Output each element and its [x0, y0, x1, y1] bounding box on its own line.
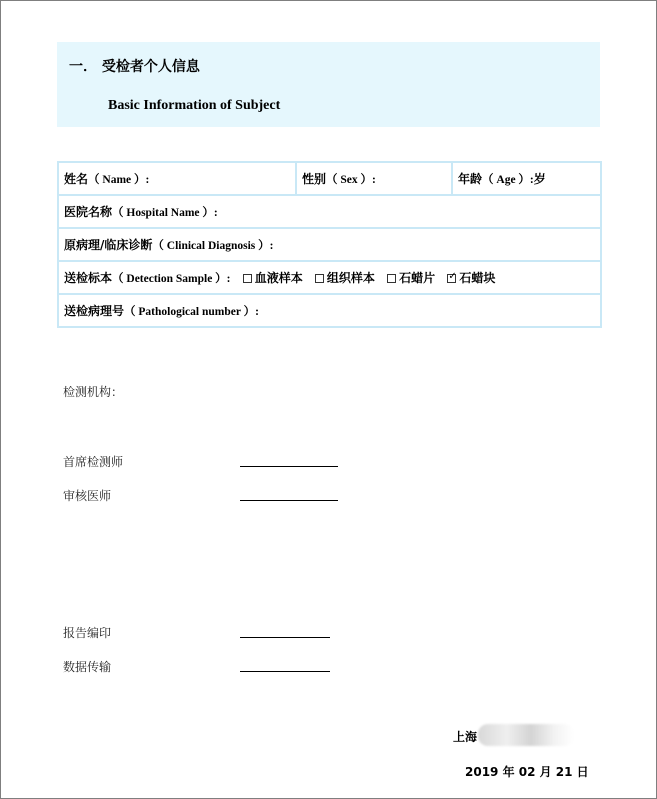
checkbox-icon[interactable] [387, 274, 396, 283]
sample-option-label: 石蜡片 [399, 271, 436, 285]
sex-label-en: （ Sex ）: [326, 174, 376, 186]
section-title: 一． 受检者个人信息 [69, 59, 200, 75]
sex-label-cn: 性别 [302, 172, 327, 186]
chief-tester-label: 首席检测师 [63, 455, 124, 469]
section-header-band [57, 42, 600, 127]
age-label-en: （ Age ）: [482, 174, 534, 186]
age-cell[interactable] [452, 162, 601, 195]
institution-label: 检测机构： [63, 385, 124, 399]
pathology-cell[interactable] [58, 294, 601, 327]
hospital-label-en: （ Hospital Name ）: [112, 207, 218, 219]
report-print-signature-line[interactable] [240, 637, 330, 638]
sample-option-paraffin-block[interactable] [447, 271, 495, 285]
name-label-en: （ Name ）: [88, 174, 150, 186]
table-row [58, 195, 601, 228]
redaction-blur [478, 724, 574, 746]
sample-option-label: 组织样本 [326, 271, 375, 285]
name-label-cn: 姓名 [64, 172, 89, 186]
sample-option-paraffin-slide[interactable] [387, 271, 435, 285]
diagnosis-label-en: （ Clinical Diagnosis ）: [152, 240, 274, 252]
hospital-cell[interactable] [58, 195, 601, 228]
chief-tester-signature-line[interactable] [240, 466, 338, 467]
table-row [58, 261, 601, 294]
reviewer-signature-line[interactable] [240, 500, 338, 501]
hospital-label-cn: 医院名称 [64, 205, 113, 219]
sample-option-label: 石蜡块 [459, 271, 496, 285]
data-transfer-signature-line[interactable] [240, 671, 330, 672]
data-transfer-label: 数据传输 [63, 660, 112, 674]
pathology-label-en: （ Pathological number ）: [124, 306, 259, 318]
footer-date: 2019 年 02 月 21 日 [465, 765, 589, 779]
sex-cell[interactable] [296, 162, 452, 195]
checkbox-icon[interactable] [243, 274, 252, 283]
sample-option-tissue[interactable] [315, 271, 375, 285]
diagnosis-cell[interactable] [58, 228, 601, 261]
diagnosis-label-cn: 原病理/临床诊断 [64, 238, 153, 252]
table-row [58, 294, 601, 327]
checkbox-icon[interactable] [315, 274, 324, 283]
table-row [58, 162, 601, 195]
report-print-label: 报告编印 [63, 626, 112, 640]
subject-info-table [57, 161, 602, 328]
pathology-label-cn: 送检病理号 [64, 304, 125, 318]
age-unit: 岁 [533, 172, 546, 186]
footer-organization: 上海 [453, 730, 478, 744]
table-row [58, 228, 601, 261]
reviewer-label: 审核医师 [63, 489, 112, 503]
section-subtitle: Basic Information of Subject [108, 98, 281, 113]
sample-label-cn: 送检标本 [64, 271, 113, 285]
checkbox-checked-icon[interactable] [447, 274, 456, 283]
age-label-cn: 年龄 [458, 172, 483, 186]
name-cell[interactable] [58, 162, 296, 195]
sample-cell [58, 261, 601, 294]
sample-label-en: （ Detection Sample ）: [112, 273, 231, 285]
sample-option-blood[interactable] [243, 271, 303, 285]
sample-option-label: 血液样本 [254, 271, 303, 285]
